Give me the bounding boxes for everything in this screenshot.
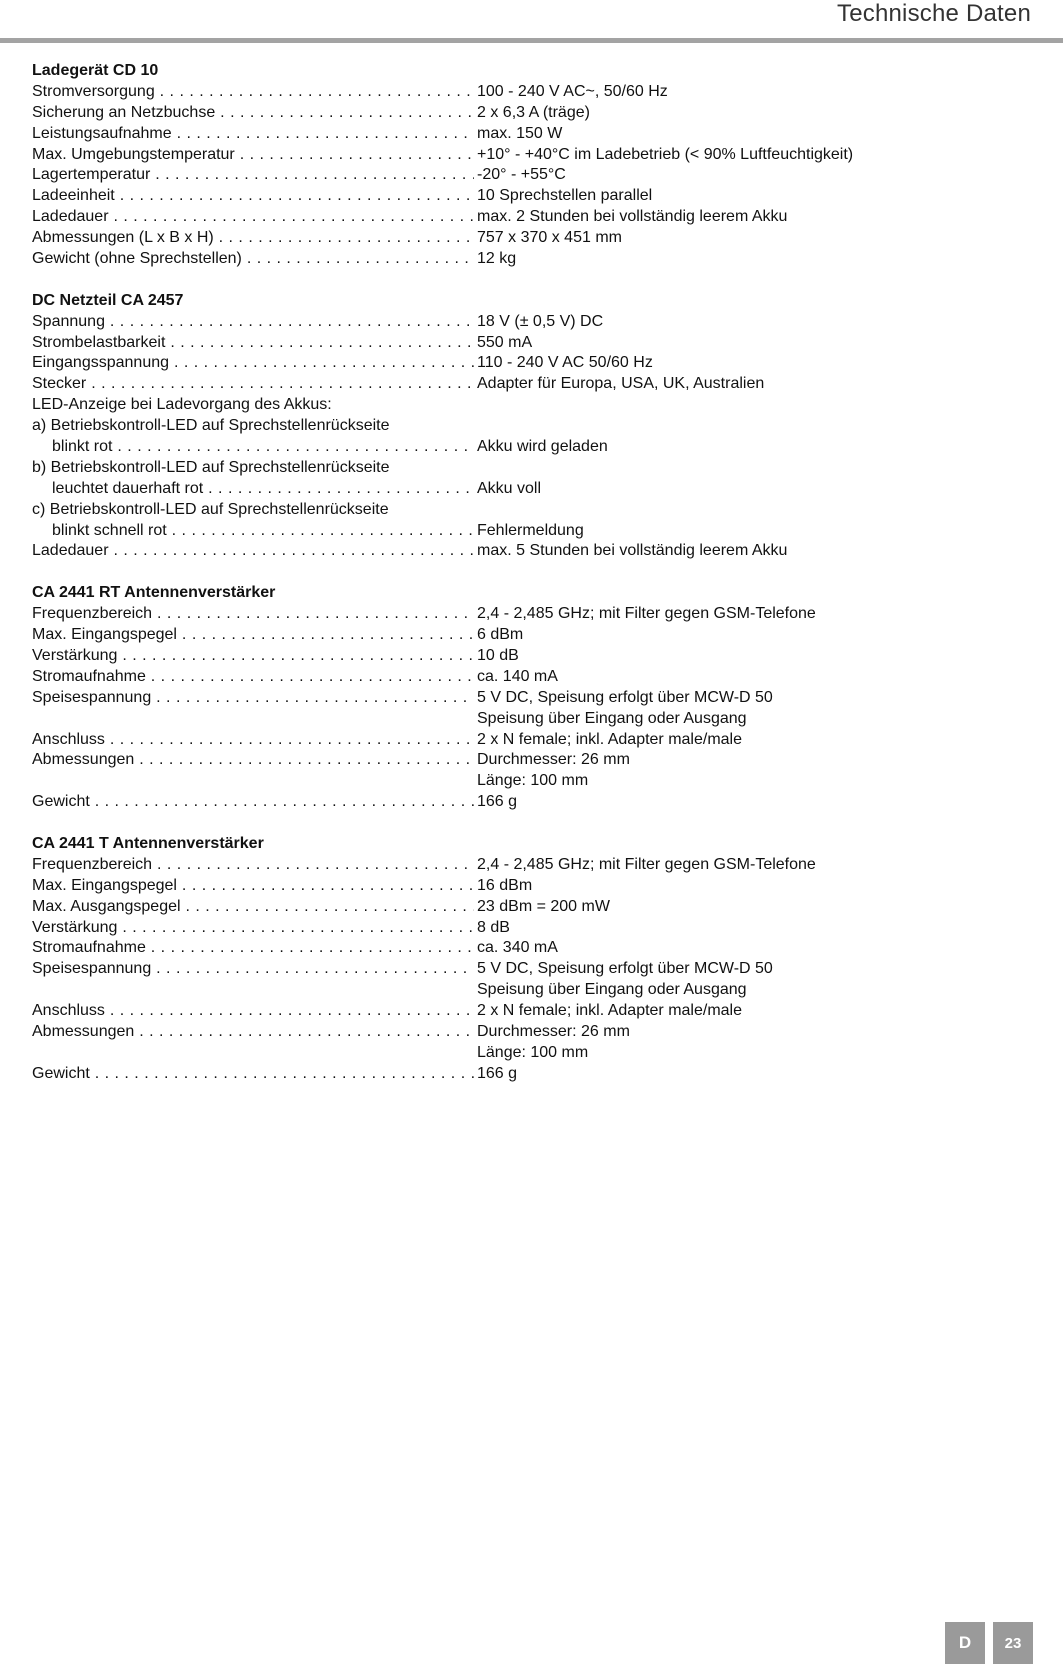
spec-value: 2,4 - 2,485 GHz; mit Filter gegen GSM-Telefone: [477, 605, 816, 623]
spec-label-text: Ladeeinheit: [32, 187, 115, 205]
spec-row: [32, 207, 1032, 228]
spec-row: [32, 1043, 1032, 1064]
spec-row: [32, 1064, 1032, 1085]
spec-label-text: blinkt rot: [52, 438, 113, 456]
spec-value: ca. 140 mA: [477, 667, 558, 685]
spec-label: [32, 395, 332, 416]
spec-value: 12 kg: [477, 250, 517, 268]
spec-label-text: Spannung: [32, 312, 105, 330]
spec-row: [32, 416, 1032, 437]
spec-row: [32, 353, 1032, 374]
spec-row: [32, 792, 1032, 813]
spec-label-text: Verstärkung: [32, 918, 118, 936]
spec-section: [32, 61, 1032, 270]
spec-row: [32, 771, 1032, 792]
section-title: CA 2441 RT Antennenverstärker: [32, 584, 276, 602]
spec-row: [32, 186, 1032, 207]
spec-value: -20° - +55°C: [477, 166, 566, 184]
spec-row: [32, 249, 1032, 270]
spec-row: [32, 437, 1032, 458]
spec-value: Adapter für Europa, USA, UK, Australien: [477, 375, 765, 393]
spec-value: max. 5 Stunden bei vollständig leerem Akku: [477, 542, 788, 560]
spec-row: [32, 646, 1032, 667]
spec-row: [32, 876, 1032, 897]
spec-row: [32, 709, 1032, 730]
spec-value: 18 V (± 0,5 V) DC: [477, 312, 604, 330]
spec-value: Fehlermeldung: [477, 521, 584, 539]
spec-row: [32, 521, 1032, 542]
spec-label-text: Frequenzbereich: [32, 855, 153, 873]
spec-row: [32, 312, 1032, 333]
spec-label: [32, 416, 390, 437]
spec-label: [32, 312, 474, 333]
section-title: CA 2441 T Antennenverstärker: [32, 834, 264, 852]
spec-label-text: Speisespannung: [32, 960, 152, 978]
spec-label: [32, 333, 474, 354]
spec-label-text: Gewicht: [32, 1064, 90, 1082]
spec-label: [32, 353, 474, 374]
spec-label: [32, 228, 474, 249]
spec-row: [32, 479, 1032, 500]
spec-label: [32, 876, 474, 897]
spec-row: [32, 855, 1032, 876]
spec-row: [32, 165, 1032, 186]
spec-label-text: Abmessungen: [32, 1022, 135, 1040]
spec-row: [32, 897, 1032, 918]
spec-label-text: Anschluss: [32, 730, 105, 748]
spec-label-text: Max. Eingangspegel: [32, 626, 177, 644]
spec-label-text: blinkt schnell rot: [52, 521, 167, 539]
spec-value: +10° - +40°C im Ladebetrieb (< 90% Luftfeuchtigkeit): [477, 145, 854, 163]
spec-label-text: Gewicht: [32, 793, 90, 811]
spec-label-text: Max. Umgebungstemperatur: [32, 145, 235, 163]
spec-row: [32, 938, 1032, 959]
spec-value: Länge: 100 mm: [477, 772, 589, 790]
spec-label: [32, 479, 474, 500]
spec-label-text: a) Betriebskontroll-LED auf Sprechstellenrückseite: [32, 417, 390, 435]
spec-label: [32, 688, 474, 709]
spec-row: [32, 124, 1032, 145]
spec-value: Durchmesser: 26 mm: [477, 1022, 630, 1040]
spec-label: [32, 604, 474, 625]
page-header-title: Technische Daten: [837, 0, 1031, 27]
spec-label: [32, 103, 474, 124]
spec-value: 100 - 240 V AC~, 50/60 Hz: [477, 82, 668, 100]
spec-label-text: Max. Eingangspegel: [32, 876, 177, 894]
spec-row: [32, 959, 1032, 980]
section-title: DC Netzteil CA 2457: [32, 291, 184, 309]
spec-label: [32, 750, 474, 771]
spec-row: [32, 667, 1032, 688]
spec-value: 6 dBm: [477, 626, 524, 644]
spec-label-text: c) Betriebskontroll-LED auf Sprechstellenrückseite: [32, 500, 389, 518]
spec-label: [32, 897, 474, 918]
spec-row: [32, 374, 1032, 395]
spec-row: [32, 103, 1032, 124]
spec-label-text: Gewicht (ohne Sprechstellen): [32, 250, 242, 268]
spec-row: [32, 980, 1032, 1001]
page-number-badge: 23: [993, 1622, 1033, 1664]
spec-label-text: Eingangsspannung: [32, 354, 170, 372]
spec-row: [32, 333, 1032, 354]
spec-label-text: Sicherung an Netzbuchse: [32, 103, 216, 121]
spec-value: 5 V DC, Speisung erfolgt über MCW-D 50: [477, 688, 773, 706]
section-title: Ladegerät CD 10: [32, 62, 159, 79]
spec-label-text: Max. Ausgangspegel: [32, 897, 181, 915]
spec-row: [32, 750, 1032, 771]
spec-row: [32, 625, 1032, 646]
spec-label-text: Stromversorgung: [32, 82, 155, 100]
language-badge: D: [945, 1622, 985, 1664]
spec-value: 10 dB: [477, 646, 519, 664]
spec-value: 5 V DC, Speisung erfolgt über MCW-D 50: [477, 960, 773, 978]
spec-label: [32, 165, 474, 186]
spec-label: [32, 249, 474, 270]
spec-value: ca. 340 mA: [477, 939, 558, 957]
spec-row: [32, 1001, 1032, 1022]
spec-label-text: Stromaufnahme: [32, 939, 146, 957]
spec-label-text: Speisespannung: [32, 688, 152, 706]
spec-label: [32, 1064, 474, 1085]
spec-content: [32, 61, 1032, 1106]
spec-row: [32, 730, 1032, 751]
spec-label: [32, 625, 474, 646]
spec-label-text: Verstärkung: [32, 646, 118, 664]
header-rule: [0, 38, 1063, 43]
spec-label: [32, 124, 474, 145]
spec-value: 166 g: [477, 793, 518, 811]
spec-row: [32, 145, 1032, 166]
spec-label: [32, 1022, 474, 1043]
spec-value: 110 - 240 V AC 50/60 Hz: [477, 354, 653, 372]
spec-section: [32, 583, 1032, 813]
spec-value: 2,4 - 2,485 GHz; mit Filter gegen GSM-Telefone: [477, 855, 816, 873]
spec-value: Länge: 100 mm: [477, 1043, 589, 1061]
spec-label-text: Ladedauer: [32, 542, 109, 560]
spec-label: [32, 500, 389, 521]
spec-label: [32, 667, 474, 688]
spec-label: [32, 730, 474, 751]
spec-label: [32, 437, 474, 458]
spec-value: Durchmesser: 26 mm: [477, 751, 630, 769]
spec-label: [32, 458, 390, 479]
spec-value: 10 Sprechstellen parallel: [477, 187, 653, 205]
spec-value: Akku voll: [477, 479, 542, 497]
spec-label: [32, 1001, 474, 1022]
spec-row: [32, 395, 1032, 416]
spec-row: [32, 604, 1032, 625]
spec-row: [32, 541, 1032, 562]
spec-value: 23 dBm = 200 mW: [477, 897, 610, 915]
spec-value: Speisung über Eingang oder Ausgang: [477, 981, 747, 999]
spec-label-text: LED-Anzeige bei Ladevorgang des Akkus:: [32, 396, 332, 414]
spec-label: [32, 186, 474, 207]
spec-label-text: Abmessungen (L x B x H): [32, 229, 214, 247]
spec-section: [32, 291, 1032, 563]
spec-label: [32, 938, 474, 959]
spec-row: [32, 1022, 1032, 1043]
spec-value: 550 mA: [477, 333, 533, 351]
spec-label-text: Stromaufnahme: [32, 667, 146, 685]
spec-value: max. 150 W: [477, 124, 563, 142]
spec-row: [32, 918, 1032, 939]
spec-value: 2 x 6,3 A (träge): [477, 103, 590, 121]
spec-value: 8 dB: [477, 918, 510, 936]
spec-label: [32, 646, 474, 667]
spec-label-text: Stecker: [32, 375, 87, 393]
spec-label: [32, 82, 474, 103]
spec-label-text: Abmessungen: [32, 751, 135, 769]
spec-label: [32, 959, 474, 980]
spec-row: [32, 688, 1032, 709]
spec-label: [32, 145, 474, 166]
spec-label-text: Lagertemperatur: [32, 166, 151, 184]
spec-section: [32, 834, 1032, 1085]
spec-value: 2 x N female; inkl. Adapter male/male: [477, 1002, 743, 1020]
spec-value: Speisung über Eingang oder Ausgang: [477, 709, 747, 727]
spec-label: [32, 521, 474, 542]
spec-label-text: Ladedauer: [32, 208, 109, 226]
spec-value: 16 dBm: [477, 876, 533, 894]
spec-label: [32, 207, 474, 228]
spec-label: [32, 855, 474, 876]
spec-label-text: Frequenzbereich: [32, 605, 153, 623]
spec-label: [32, 541, 474, 562]
spec-row: [32, 500, 1032, 521]
spec-label: [32, 792, 474, 813]
spec-value: Akku wird geladen: [477, 438, 608, 456]
spec-row: [32, 228, 1032, 249]
spec-value: max. 2 Stunden bei vollständig leerem Akku: [477, 208, 788, 226]
spec-label-text: leuchtet dauerhaft rot: [52, 479, 204, 497]
spec-label: [32, 918, 474, 939]
spec-label-text: Anschluss: [32, 1002, 105, 1020]
spec-value: 166 g: [477, 1064, 518, 1082]
spec-row: [32, 458, 1032, 479]
spec-row: [32, 82, 1032, 103]
spec-label: [32, 374, 474, 395]
spec-value: 757 x 370 x 451 mm: [477, 229, 622, 247]
spec-label-text: Strombelastbarkeit: [32, 333, 166, 351]
spec-value: 2 x N female; inkl. Adapter male/male: [477, 730, 743, 748]
spec-label-text: Leistungsaufnahme: [32, 124, 172, 142]
spec-label-text: b) Betriebskontroll-LED auf Sprechstellenrückseite: [32, 458, 390, 476]
